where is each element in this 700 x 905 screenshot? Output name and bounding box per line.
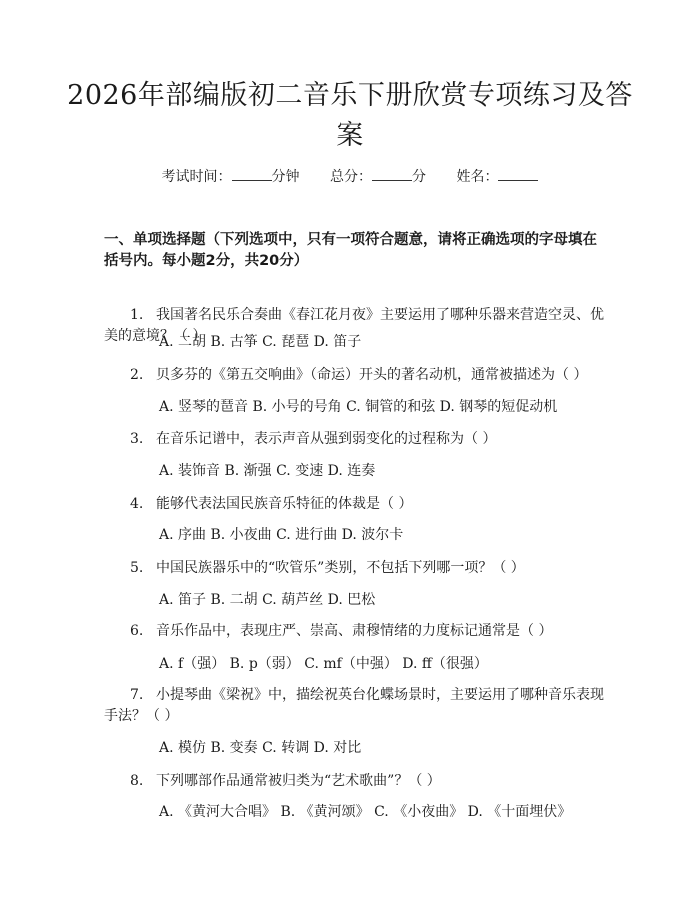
question-text: 下列哪部作品通常被归类为“艺术歌曲”？（ ） xyxy=(156,773,441,789)
question-number: 8. xyxy=(130,773,144,789)
question-4 xyxy=(104,494,604,515)
question-number: 7. xyxy=(130,687,144,703)
total-score-unit: 分 xyxy=(412,169,426,185)
question-6-options: A. f（强） B. p（弱） C. mf（中强） D. ff（很强） xyxy=(159,656,488,672)
student-name xyxy=(456,166,538,187)
question-text: 在音乐记谱中，表示声音从强到弱变化的过程称为（ ） xyxy=(156,431,497,447)
question-3 xyxy=(104,429,604,450)
question-text: 能够代表法国民族音乐特征的体裁是（ ） xyxy=(156,496,413,512)
question-text: 小提琴曲《梁祝》中，描绘祝英台化蝶场景时，主要运用了哪种音乐表现手法？（ ） xyxy=(104,687,604,724)
question-8 xyxy=(104,771,604,792)
question-number: 4. xyxy=(130,496,144,512)
question-5-options: A. 笛子 B. 二胡 C. 葫芦丝 D. 巴松 xyxy=(159,592,376,608)
total-score-label: 总分： xyxy=(330,169,372,185)
question-text: 音乐作品中，表现庄严、崇高、肃穆情绪的力度标记通常是（ ） xyxy=(156,623,553,639)
document-title: 2026年部编版初二音乐下册欣赏专项练习及答案 xyxy=(67,80,633,151)
question-3-options: A. 装饰音 B. 渐强 C. 变速 D. 连奏 xyxy=(159,463,376,479)
exam-time-blank[interactable] xyxy=(232,166,272,181)
question-text: 中国民族器乐中的“吹管乐”类别，不包括下列哪一项？（ ） xyxy=(156,560,525,576)
section-heading: 一、单项选择题（下列选项中，只有一项符合题意，请将正确选项的字母填在括号内。每小题2分，共20分） xyxy=(104,232,597,269)
question-number: 2. xyxy=(130,367,144,383)
exam-time-unit: 分钟 xyxy=(271,169,300,185)
question-7-options: A. 模仿 B. 变奏 C. 转调 D. 对比 xyxy=(159,740,362,756)
question-number: 3. xyxy=(130,431,144,447)
question-text: 贝多芬的《第五交响曲》（命运）开头的著名动机，通常被描述为（ ） xyxy=(156,367,588,383)
question-5 xyxy=(104,558,604,579)
exam-time-label: 考试时间： xyxy=(161,169,232,185)
question-number: 1. xyxy=(130,307,144,323)
total-score-blank[interactable] xyxy=(372,166,412,181)
exam-info xyxy=(0,166,700,187)
question-7 xyxy=(104,685,604,727)
question-8-options: A. 《黄河大合唱》 B. 《黄河颂》 C. 《小夜曲》 D. 《十面埋伏》 xyxy=(159,804,572,820)
question-number: 6. xyxy=(130,623,144,639)
question-4-options: A. 序曲 B. 小夜曲 C. 进行曲 D. 波尔卡 xyxy=(159,527,404,543)
question-6 xyxy=(104,621,604,642)
question-number: 5. xyxy=(130,560,144,576)
question-2 xyxy=(104,365,604,386)
exam-time xyxy=(162,166,300,187)
student-name-blank[interactable] xyxy=(498,166,538,181)
total-score xyxy=(330,166,426,187)
question-1-options: A. 二胡 B. 古筝 C. 琵琶 D. 笛子 xyxy=(159,334,362,350)
question-2-options: A. 竖琴的琶音 B. 小号的号角 C. 铜管的和弦 D. 钢琴的短促动机 xyxy=(159,399,558,415)
question-text: 我国著名民乐合奏曲《春江花月夜》主要运用了哪种乐器来营造空灵、优美的意境？（ ） xyxy=(104,307,604,344)
student-name-label: 姓名： xyxy=(456,169,499,185)
